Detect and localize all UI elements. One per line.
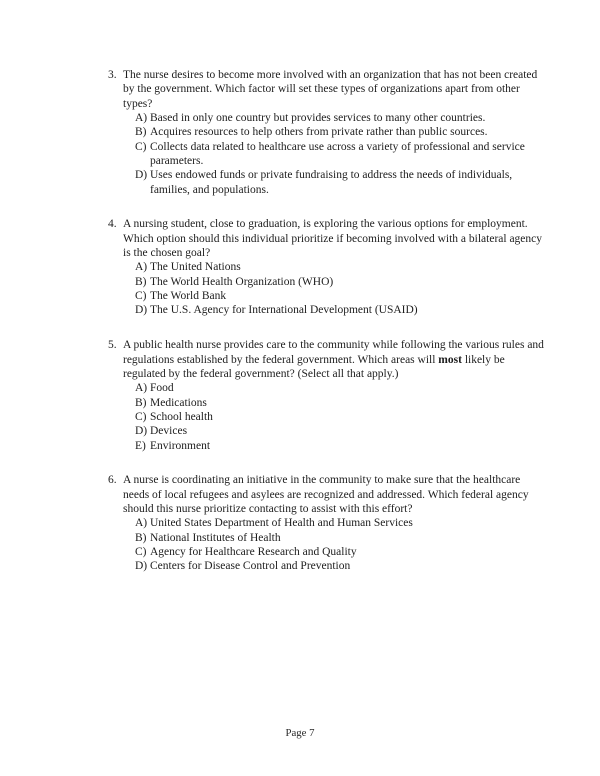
option-text: Medications [150, 396, 207, 409]
answer-option [123, 559, 547, 573]
answer-option [123, 168, 547, 197]
question-item-4 [108, 217, 548, 317]
answer-option [123, 289, 547, 303]
question-item-6 [108, 473, 548, 573]
question-number: 3. [108, 69, 117, 81]
option-letter: C) [135, 290, 147, 303]
answer-option [123, 424, 547, 438]
option-letter: D) [135, 425, 148, 438]
option-text: The World Health Organization (WHO) [150, 275, 334, 288]
question-text-bold: most [438, 353, 462, 366]
answer-option [123, 260, 547, 274]
option-text: Centers for Disease Control and Prevention [150, 560, 351, 573]
option-text: Based in only one country but provides services to many other countries. [150, 111, 486, 124]
option-letter: C) [135, 140, 147, 153]
question-text-segment: A nursing student, close to graduation, is exploring the various options for employment. Which option should this individual prioritize if becoming involved with a bilateral agency is the chosen goal? [123, 218, 543, 260]
answer-option [123, 545, 547, 559]
question-text [123, 338, 547, 381]
option-text: The World Bank [150, 290, 227, 303]
question-item-3 [108, 68, 548, 197]
option-text: Uses endowed funds or private fundraising to address the needs of individuals, families, and populations. [150, 169, 513, 196]
answer-option [123, 140, 547, 169]
option-letter: A) [135, 382, 148, 395]
question-body [123, 68, 547, 197]
option-letter: D) [135, 560, 148, 573]
option-text: Environment [150, 439, 211, 452]
page-footer: Page 7 [285, 727, 315, 739]
option-letter: B) [135, 275, 147, 288]
question-number: 5. [108, 339, 117, 352]
answer-option [123, 111, 547, 125]
answer-option [123, 516, 547, 530]
option-letter: D) [135, 169, 148, 182]
answer-option [123, 125, 547, 139]
question-text [123, 68, 547, 111]
option-text: Collects data related to healthcare use across a variety of professional and service parameters. [150, 140, 525, 167]
option-letter: A) [135, 111, 148, 124]
option-text: Devices [150, 425, 188, 438]
answer-option [123, 439, 547, 453]
questions-list [108, 68, 548, 594]
option-letter: B) [135, 531, 147, 544]
question-text-segment: A public health nurse provides care to the community while following the various rules and regulations established by the federal government. Which areas will [123, 339, 544, 366]
option-letter: C) [135, 410, 147, 423]
option-letter: B) [135, 396, 147, 409]
answer-option [123, 410, 547, 424]
question-body [123, 473, 547, 573]
question-item-5 [108, 338, 548, 453]
answer-option [123, 531, 547, 545]
answer-option [123, 275, 547, 289]
answer-option [123, 381, 547, 395]
question-text [123, 473, 547, 516]
question-text-segment: likely be regulated by the federal government? (Select all that apply.) [123, 353, 505, 380]
option-letter: E) [135, 439, 146, 452]
option-text: United States Department of Health and Human Services [150, 517, 413, 530]
option-text: The U.S. Agency for International Development (USAID) [150, 304, 418, 317]
option-text: Acquires resources to help others from private rather than public sources. [150, 126, 488, 139]
option-text: The United Nations [150, 261, 241, 274]
question-body [123, 338, 547, 453]
question-number: 6. [108, 474, 117, 487]
option-letter: A) [135, 517, 148, 530]
option-letter: A) [135, 261, 148, 274]
answer-option [123, 396, 547, 410]
option-letter: C) [135, 546, 147, 559]
option-text: National Institutes of Health [150, 531, 281, 544]
option-text: School health [150, 410, 213, 423]
question-text-segment: A nurse is coordinating an initiative in the community to make sure that the healthcare needs of local refugees and asylees are recognized and addressed. Which federal agency should this nurse prioritize contacting to assist with this effort? [123, 474, 529, 516]
option-letter: B) [135, 126, 147, 139]
question-body [123, 217, 547, 317]
option-text: Food [150, 382, 174, 395]
question-text [123, 217, 547, 260]
option-text: Agency for Healthcare Research and Quality [150, 546, 357, 559]
answer-option [123, 303, 547, 317]
option-letter: D) [135, 304, 148, 317]
question-text-segment: The nurse desires to become more involved with an organization that has not been created by the government. Which factor will set these types of organizations apart from other types? [123, 69, 538, 110]
question-number: 4. [108, 218, 117, 231]
